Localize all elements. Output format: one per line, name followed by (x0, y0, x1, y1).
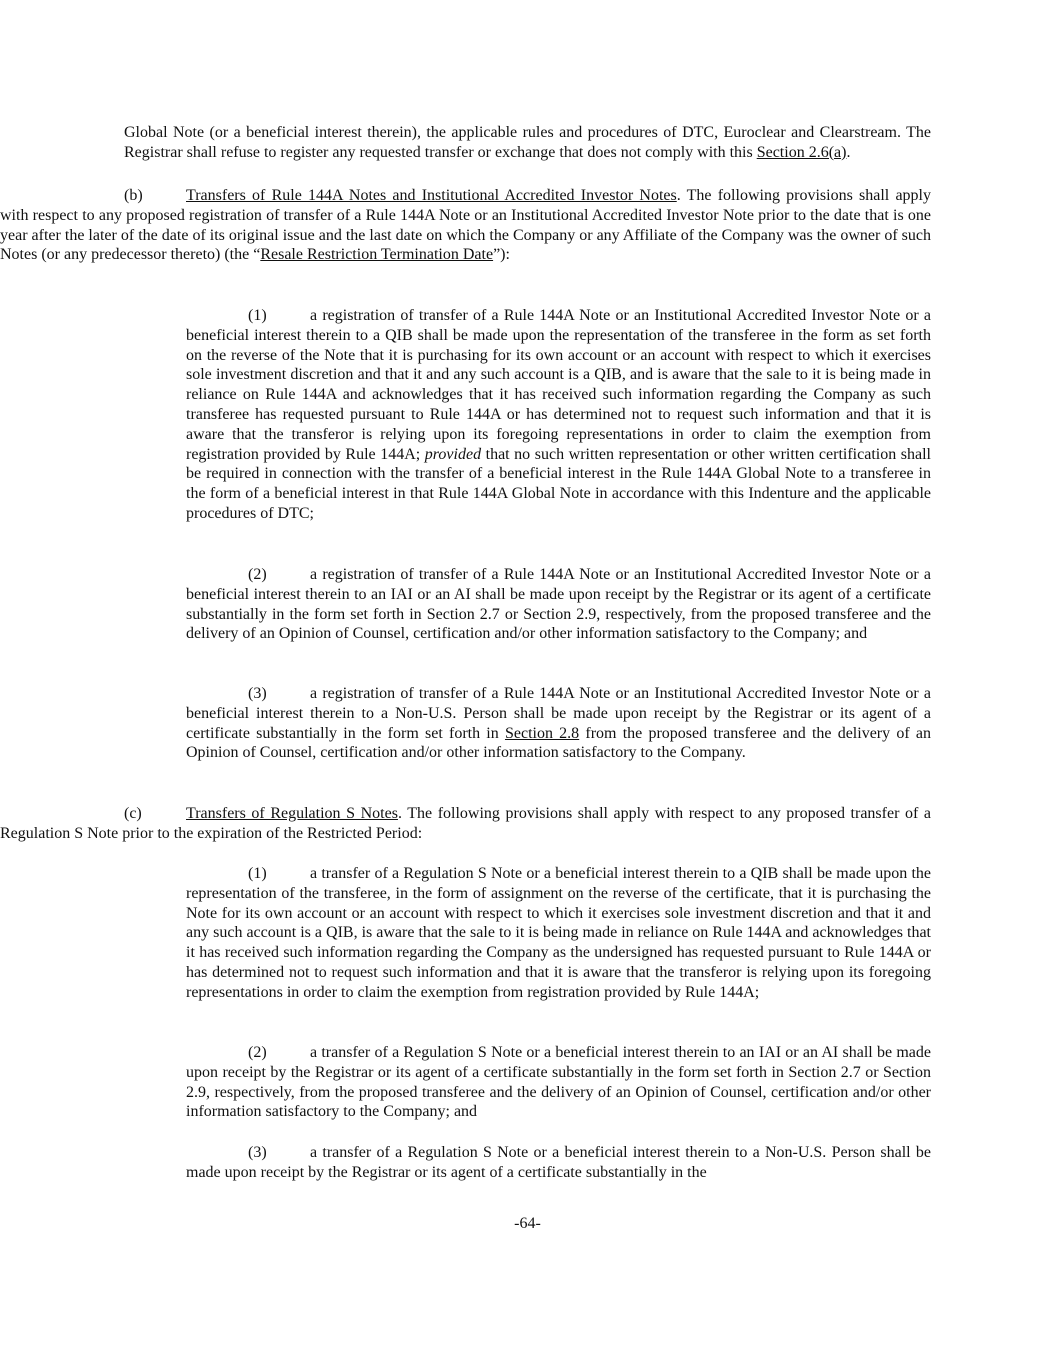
paragraph-text: a transfer of a Regulation S Note or a beneficial interest therein to a Non-U.S. Person shall be made upon receipt by the Registrar or its agent of a certificate substantially in the (186, 1144, 931, 1181)
defined-term: Resale Restriction Termination Date (260, 246, 494, 264)
section-reference-link[interactable]: Section 2.8 (504, 724, 580, 742)
paragraph-text: that no such written representation or other written certification shall be required in connection with the transfer of a beneficial interest in the Rule 144A Global Note to a transferee in the form of a beneficial interest in that Rule 144A Global Note in accordance with this Indenture and the applicable procedures of DTC; (186, 445, 931, 522)
paragraph-heading: Transfers of Rule 144A Notes and Institutional Accredited Investor Notes (186, 187, 677, 204)
paragraph-b1 (186, 306, 931, 524)
section-reference-link[interactable]: Section 2.6(a) (756, 143, 847, 161)
paragraph-text: a registration of transfer of a Rule 144A Note or an Institutional Accredited Investor Note or a beneficial interest therein to a QIB shall be made upon the representation of the transferee in the form as set forth on the reverse of the Note that it is purchasing for its own account or an account with respect to which it exercises sole investment discretion and that it and any such account is a QIB, and is aware that the sale to it is being made in reliance on Rule 144A and acknowledges that it has received such information regarding the Company as such transferee has requested pursuant to Rule 144A or has determined not to request such information and that it is aware that the transferor is relying upon its foregoing representations in order to claim the exemption from registration provided by Rule 144A; (186, 307, 931, 463)
paragraph-b3 (186, 684, 931, 763)
paragraph-label: (2) (248, 566, 267, 583)
paragraph-text: ”): (493, 246, 510, 264)
paragraph-label: (c) (124, 805, 142, 822)
paragraph-text: . (846, 143, 851, 161)
paragraph-label: (3) (248, 1144, 267, 1161)
paragraph-label: (1) (248, 865, 267, 882)
paragraph-label: (3) (248, 685, 267, 702)
paragraph-b2 (186, 565, 931, 644)
paragraph-label: (2) (248, 1044, 267, 1061)
paragraph-text: a transfer of a Regulation S Note or a beneficial interest therein to an IAI or an AI shall be made upon receipt by the Registrar or its agent of a certificate substantially in the form set forth in Section 2.7 or Section 2.9, respectively, from the proposed transferee and the delivery of an Opinion of Counsel, certification and/or other information satisfactory to the Company; and (186, 1044, 931, 1121)
paragraph-label: (1) (248, 307, 267, 324)
paragraph-b (0, 186, 931, 265)
paragraph-text: . The following provisions shall apply with respect to any proposed transfer of a Regulation S Note prior to the expiration of the Restricted Period: (0, 805, 932, 842)
paragraph-text: . The following provisions shall apply with respect to any proposed registration of transfer of a Rule 144A Note or an Institutional Accredited Investor Note prior to the date that is one year after the later of the date of its original issue and the last date on which the Company or any Affiliate of the Company was the owner of such Notes (or any predecessor thereto) (the “ (0, 187, 931, 264)
paragraph-text: Global Note (or a beneficial interest therein), the applicable rules and procedures of DTC, Euroclear and Clearstream. The Registrar shall refuse to register any requested transfer or exchange that does not comply with this (124, 124, 931, 161)
paragraph-c2 (186, 1043, 931, 1122)
paragraph-text: from the proposed transferee and the delivery of an Opinion of Counsel, certification and/or other information satisfactory to the Company. (186, 724, 931, 762)
paragraph-heading: Transfers of Regulation S Notes (186, 805, 398, 822)
paragraph-c (0, 804, 931, 844)
paragraph-text: a registration of transfer of a Rule 144A Note or an Institutional Accredited Investor Note or a beneficial interest therein to an IAI or an AI shall be made upon receipt by the Registrar or its agent of a certificate substantially in the form set forth in Section 2.7 or Section 2.9, respectively, from the proposed transferee and the delivery of an Opinion of Counsel, certification and/or other information satisfactory to the Company; and (186, 566, 931, 643)
italic-term: provided (424, 445, 482, 463)
paragraph-text: a registration of transfer of a Rule 144A Note or an Institutional Accredited Investor Note or a beneficial interest therein to a Non-U.S. Person shall be made upon receipt by the Registrar or its agent of a certificate substantially in the form set forth in (186, 685, 931, 742)
page-number: -64- (514, 1215, 541, 1232)
paragraph-label: (b) (124, 187, 143, 204)
paragraph-text: a transfer of a Regulation S Note or a beneficial interest therein to a QIB shall be made upon the representation of the transferee, in the form of assignment on the reverse of the certificate, that it is purchasing the Note for its own account or an account with respect to which it exercises sole investment discretion and that it and any such account is a QIB, is aware that the sale to it is being made in reliance on Rule 144A and acknowledges that it has received such information regarding the Company as the undersigned has requested pursuant to Rule 144A or has determined not to request such information and that it is aware that the transferor is relying upon its foregoing representations in order to claim the exemption from registration provided by Rule 144A; (186, 865, 931, 1001)
paragraph-continuation (124, 123, 931, 163)
paragraph-c3 (186, 1143, 931, 1183)
paragraph-c1 (186, 864, 931, 1003)
